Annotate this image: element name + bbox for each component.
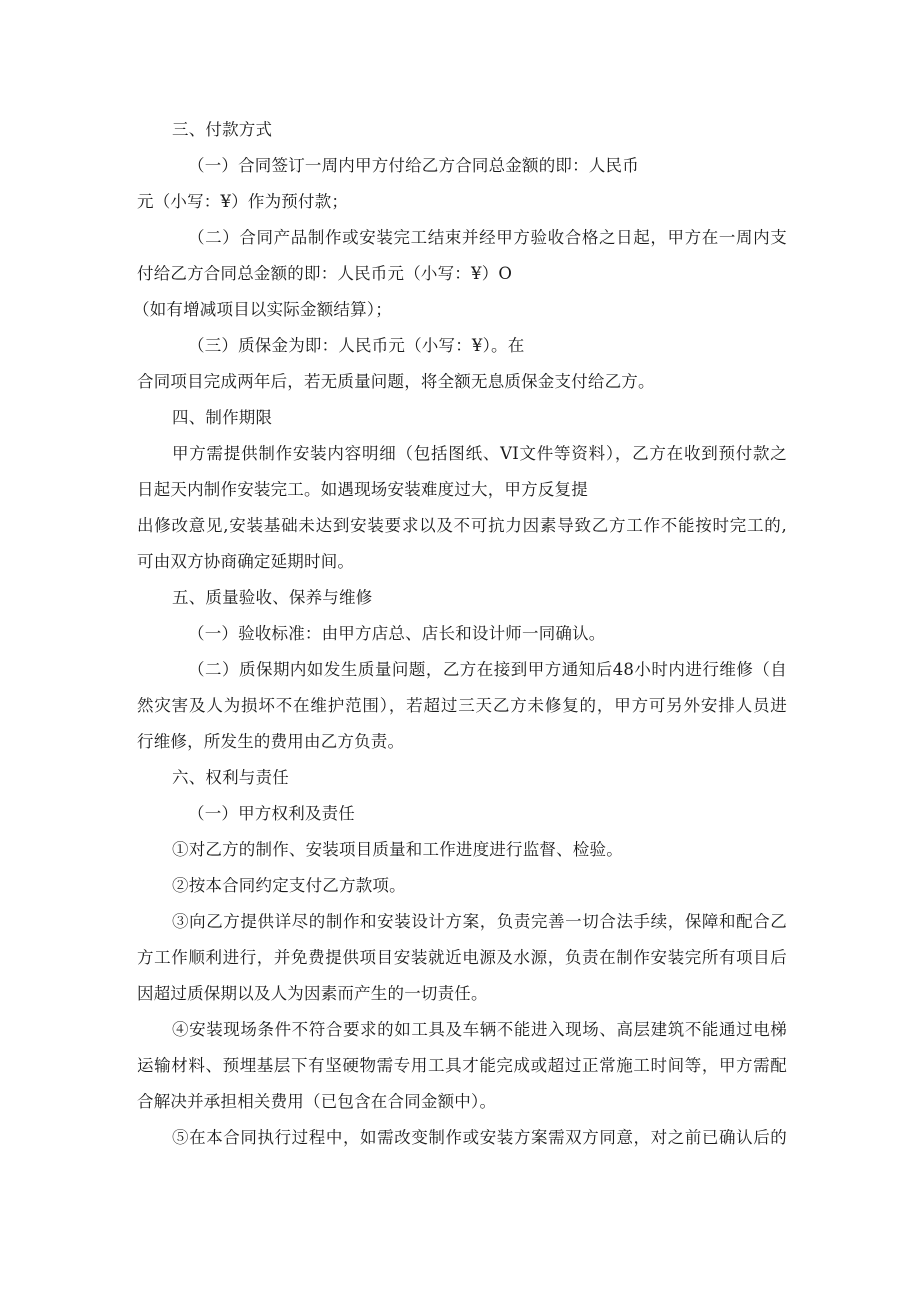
section-heading-period: 四、制作期限 [172,408,273,427]
paragraph-line: （三）质保金为即：人民币元（小写：¥）。在 [188,336,525,355]
paragraph-line: 然灾害及人为损坏不在维护范围），若超过三天乙方未修复的，甲方可另外安排人员进 [137,696,787,715]
paragraph-line: 出修改意见,安装基础未达到安装要求以及不可抗力因素导致乙方工作不能按时完工的, [137,516,787,535]
paragraph-line: 日起天内制作安装完工。如遇现场安装难度过大，甲方反复提 [137,480,588,499]
paragraph-line: 可由双方协商确定延期时间。 [137,552,355,571]
paragraph-line: 合解决并承担相关费用（已包含在合同金额中）。 [137,1092,497,1111]
paragraph-line: 合同项目完成两年后，若无质量问题，将全额无息质保金支付给乙方。 [137,372,655,391]
paragraph-line: （二）合同产品制作或安装完工结束并经甲方验收合格之日起，甲方在一周内支 [188,228,787,247]
paragraph-line: （一）合同签订一周内甲方付给乙方合同总金额的即：人民币 [188,156,639,175]
paragraph-line: 付给乙方合同总金额的即：人民币元（小写：¥）O [137,264,513,283]
section-heading-rights: 六、权利与责任 [172,768,289,787]
list-item: ①对乙方的制作、安装项目质量和工作进度进行监督、检验。 [172,840,623,859]
paragraph-line: （如有增减项目以实际金额结算）； [133,300,392,319]
section-heading-quality: 五、质量验收、保养与维修 [172,588,373,607]
list-item: ⑤在本合同执行过程中，如需改变制作或安装方案需双方同意，对之前已确认后的 [172,1128,787,1147]
subsection-heading: （一）甲方权利及责任 [188,804,355,823]
section-heading-payment: 三、付款方式 [172,120,273,139]
paragraph-line: 运输材料、预埋基层下有坚硬物需专用工具才能完成或超过正常施工时间等，甲方需配 [137,1056,787,1075]
list-item: ③向乙方提供详尽的制作和安装设计方案，负责完善一切合法手续，保障和配合乙 [172,912,787,931]
paragraph-line: 元（小写：¥）作为预付款； [137,192,349,211]
paragraph-line: 甲方需提供制作安装内容明细（包括图纸、VI文件等资料），乙方在收到预付款之 [172,444,787,463]
list-item: ④安装现场条件不符合要求的如工具及车辆不能进入现场、高层建筑不能通过电梯 [172,1020,787,1039]
paragraph-line: （二）质保期内如发生质量问题，乙方在接到甲方通知后48小时内进行维修（自 [188,660,787,679]
paragraph-line: 因超过质保期以及人为因素而产生的一切责任。 [137,984,488,1003]
paragraph-line: 行维修，所发生的费用由乙方负责。 [137,732,405,751]
list-item: ②按本合同约定支付乙方款项。 [172,876,406,895]
paragraph-line: （一）验收标准：由甲方店总、店长和设计师一同确认。 [188,624,606,643]
paragraph-line: 方工作顺利进行，并免费提供项目安装就近电源及水源，负责在制作安装完所有项目后 [137,948,787,967]
